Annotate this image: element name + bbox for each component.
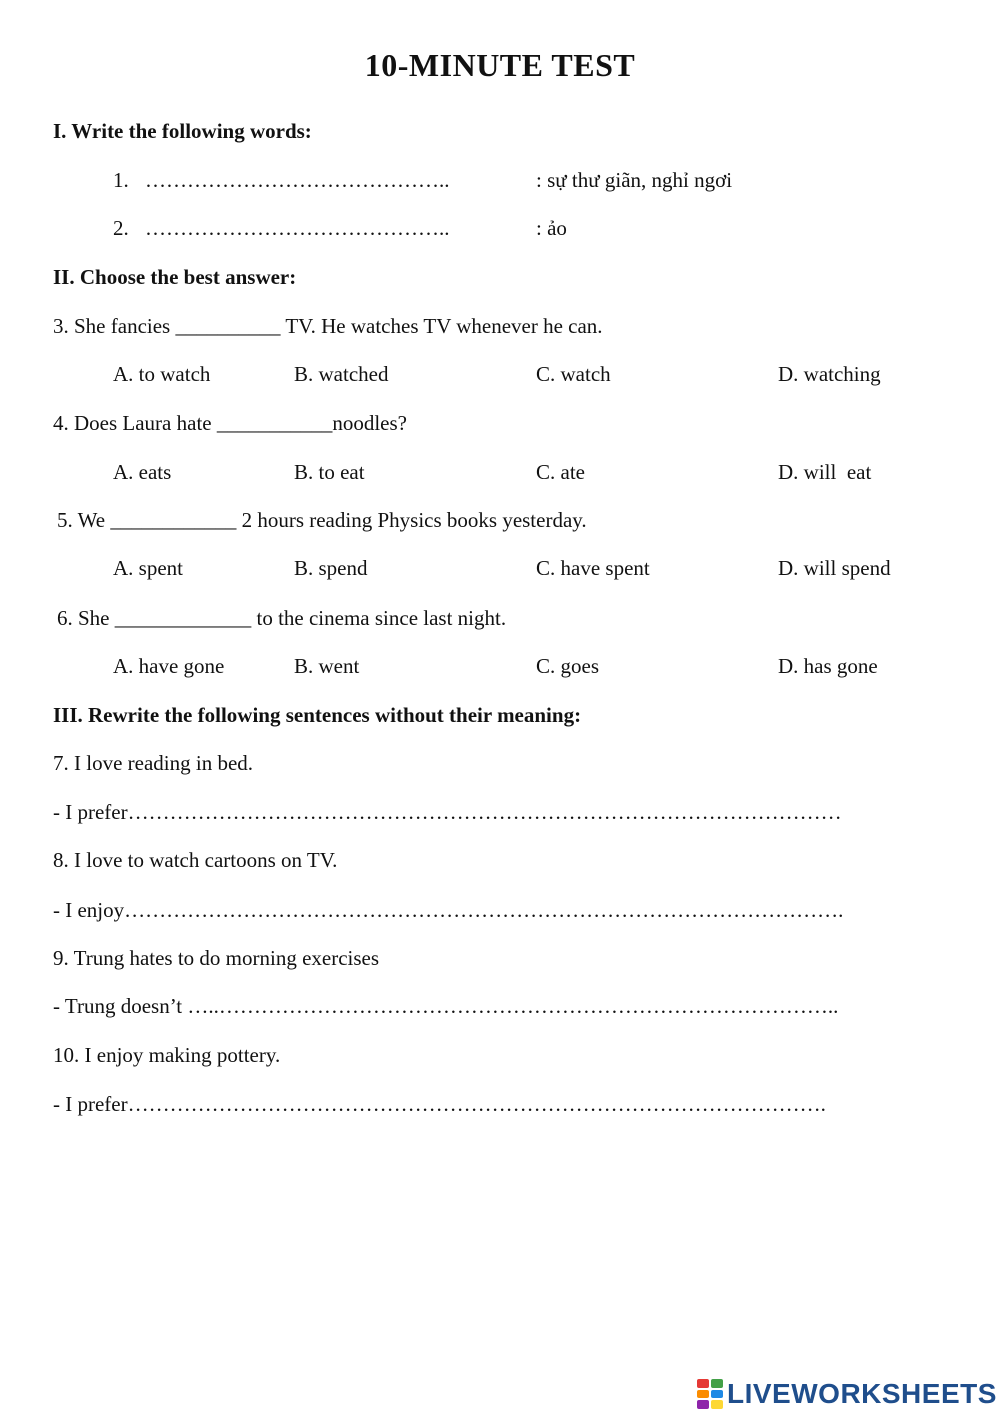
- section-2-heading: II. Choose the best answer:: [53, 265, 297, 289]
- option-b[interactable]: B. went: [294, 654, 360, 678]
- word-item: [0, 213, 1000, 243]
- option-b[interactable]: B. spend: [294, 556, 368, 580]
- question-3-options: [0, 359, 1000, 389]
- question-text: 4. Does Laura hate ___________noodles?: [53, 411, 407, 435]
- option-a[interactable]: A. have gone: [113, 654, 225, 678]
- word-meaning: : sự thư giãn, nghỉ ngơi: [536, 168, 733, 192]
- brand-name: LIVEWORKSHEETS: [727, 1378, 997, 1409]
- answer-blank[interactable]: ……………………………………..: [145, 168, 450, 192]
- option-c[interactable]: C. have spent: [536, 556, 650, 580]
- rewrite-answer-7: [0, 797, 1000, 827]
- logo-square: [697, 1390, 709, 1399]
- rewrite-item-9: [0, 943, 1000, 973]
- section-3-heading: III. Rewrite the following sentences without their meaning:: [53, 703, 582, 727]
- question-4: [0, 408, 1000, 438]
- option-c[interactable]: C. watch: [536, 362, 611, 386]
- item-number: 2.: [113, 216, 129, 240]
- option-a[interactable]: A. to watch: [113, 362, 211, 386]
- section-1-heading: I. Write the following words:: [53, 119, 312, 143]
- option-b[interactable]: B. watched: [294, 362, 389, 386]
- question-5-options: [0, 553, 1000, 583]
- question-text: 6. She _____________ to the cinema since last night.: [57, 606, 507, 630]
- question-6-options: [0, 651, 1000, 681]
- rewrite-answer-10: [0, 1089, 1000, 1119]
- option-a[interactable]: A. eats: [113, 460, 172, 484]
- word-meaning: : ảo: [536, 216, 567, 240]
- option-d[interactable]: D. will spend: [778, 556, 891, 580]
- question-3: [0, 311, 1000, 341]
- question-4-options: [0, 457, 1000, 487]
- original-sentence: 8. I love to watch cartoons on TV.: [53, 848, 338, 872]
- question-text: 3. She fancies __________ TV. He watches TV whenever he can.: [53, 314, 603, 338]
- rewrite-item-8: [0, 845, 1000, 875]
- answer-line[interactable]: - I prefer……………………………………………………………………………………….: [53, 1092, 826, 1116]
- question-5: [0, 505, 1000, 535]
- option-b[interactable]: B. to eat: [294, 460, 365, 484]
- answer-line[interactable]: - I enjoy………………………………………………………………………………………….: [53, 898, 844, 922]
- question-text: 5. We ____________ 2 hours reading Physics books yesterday.: [57, 508, 587, 532]
- logo-square: [697, 1379, 709, 1388]
- original-sentence: 9. Trung hates to do morning exercises: [53, 946, 380, 970]
- question-6: [0, 603, 1000, 633]
- rewrite-answer-8: [0, 895, 1000, 925]
- word-item: [0, 165, 1000, 195]
- option-d[interactable]: D. will eat: [778, 460, 872, 484]
- rewrite-item-7: [0, 748, 1000, 778]
- original-sentence: 10. I enjoy making pottery.: [53, 1043, 281, 1067]
- original-sentence: 7. I love reading in bed.: [53, 751, 254, 775]
- answer-blank[interactable]: ……………………………………..: [145, 216, 450, 240]
- logo-grid-icon: [697, 1379, 723, 1409]
- option-c[interactable]: C. ate: [536, 460, 585, 484]
- rewrite-item-10: [0, 1040, 1000, 1070]
- logo-square: [711, 1390, 723, 1399]
- logo-square: [711, 1379, 723, 1388]
- rewrite-answer-9: [0, 991, 1000, 1021]
- answer-line[interactable]: - I prefer…………………………………………………………………………………………: [53, 800, 842, 824]
- option-d[interactable]: D. has gone: [778, 654, 878, 678]
- answer-line[interactable]: - Trung doesn’t …..……………………………………………………………………………..: [53, 994, 839, 1018]
- option-d[interactable]: D. watching: [778, 362, 881, 386]
- logo-square: [711, 1400, 723, 1409]
- option-c[interactable]: C. goes: [536, 654, 599, 678]
- option-a[interactable]: A. spent: [113, 556, 183, 580]
- logo-square: [697, 1400, 709, 1409]
- page-title: 10-MINUTE TEST: [364, 47, 636, 83]
- liveworksheets-logo[interactable]: [697, 1374, 997, 1414]
- item-number: 1.: [113, 168, 129, 192]
